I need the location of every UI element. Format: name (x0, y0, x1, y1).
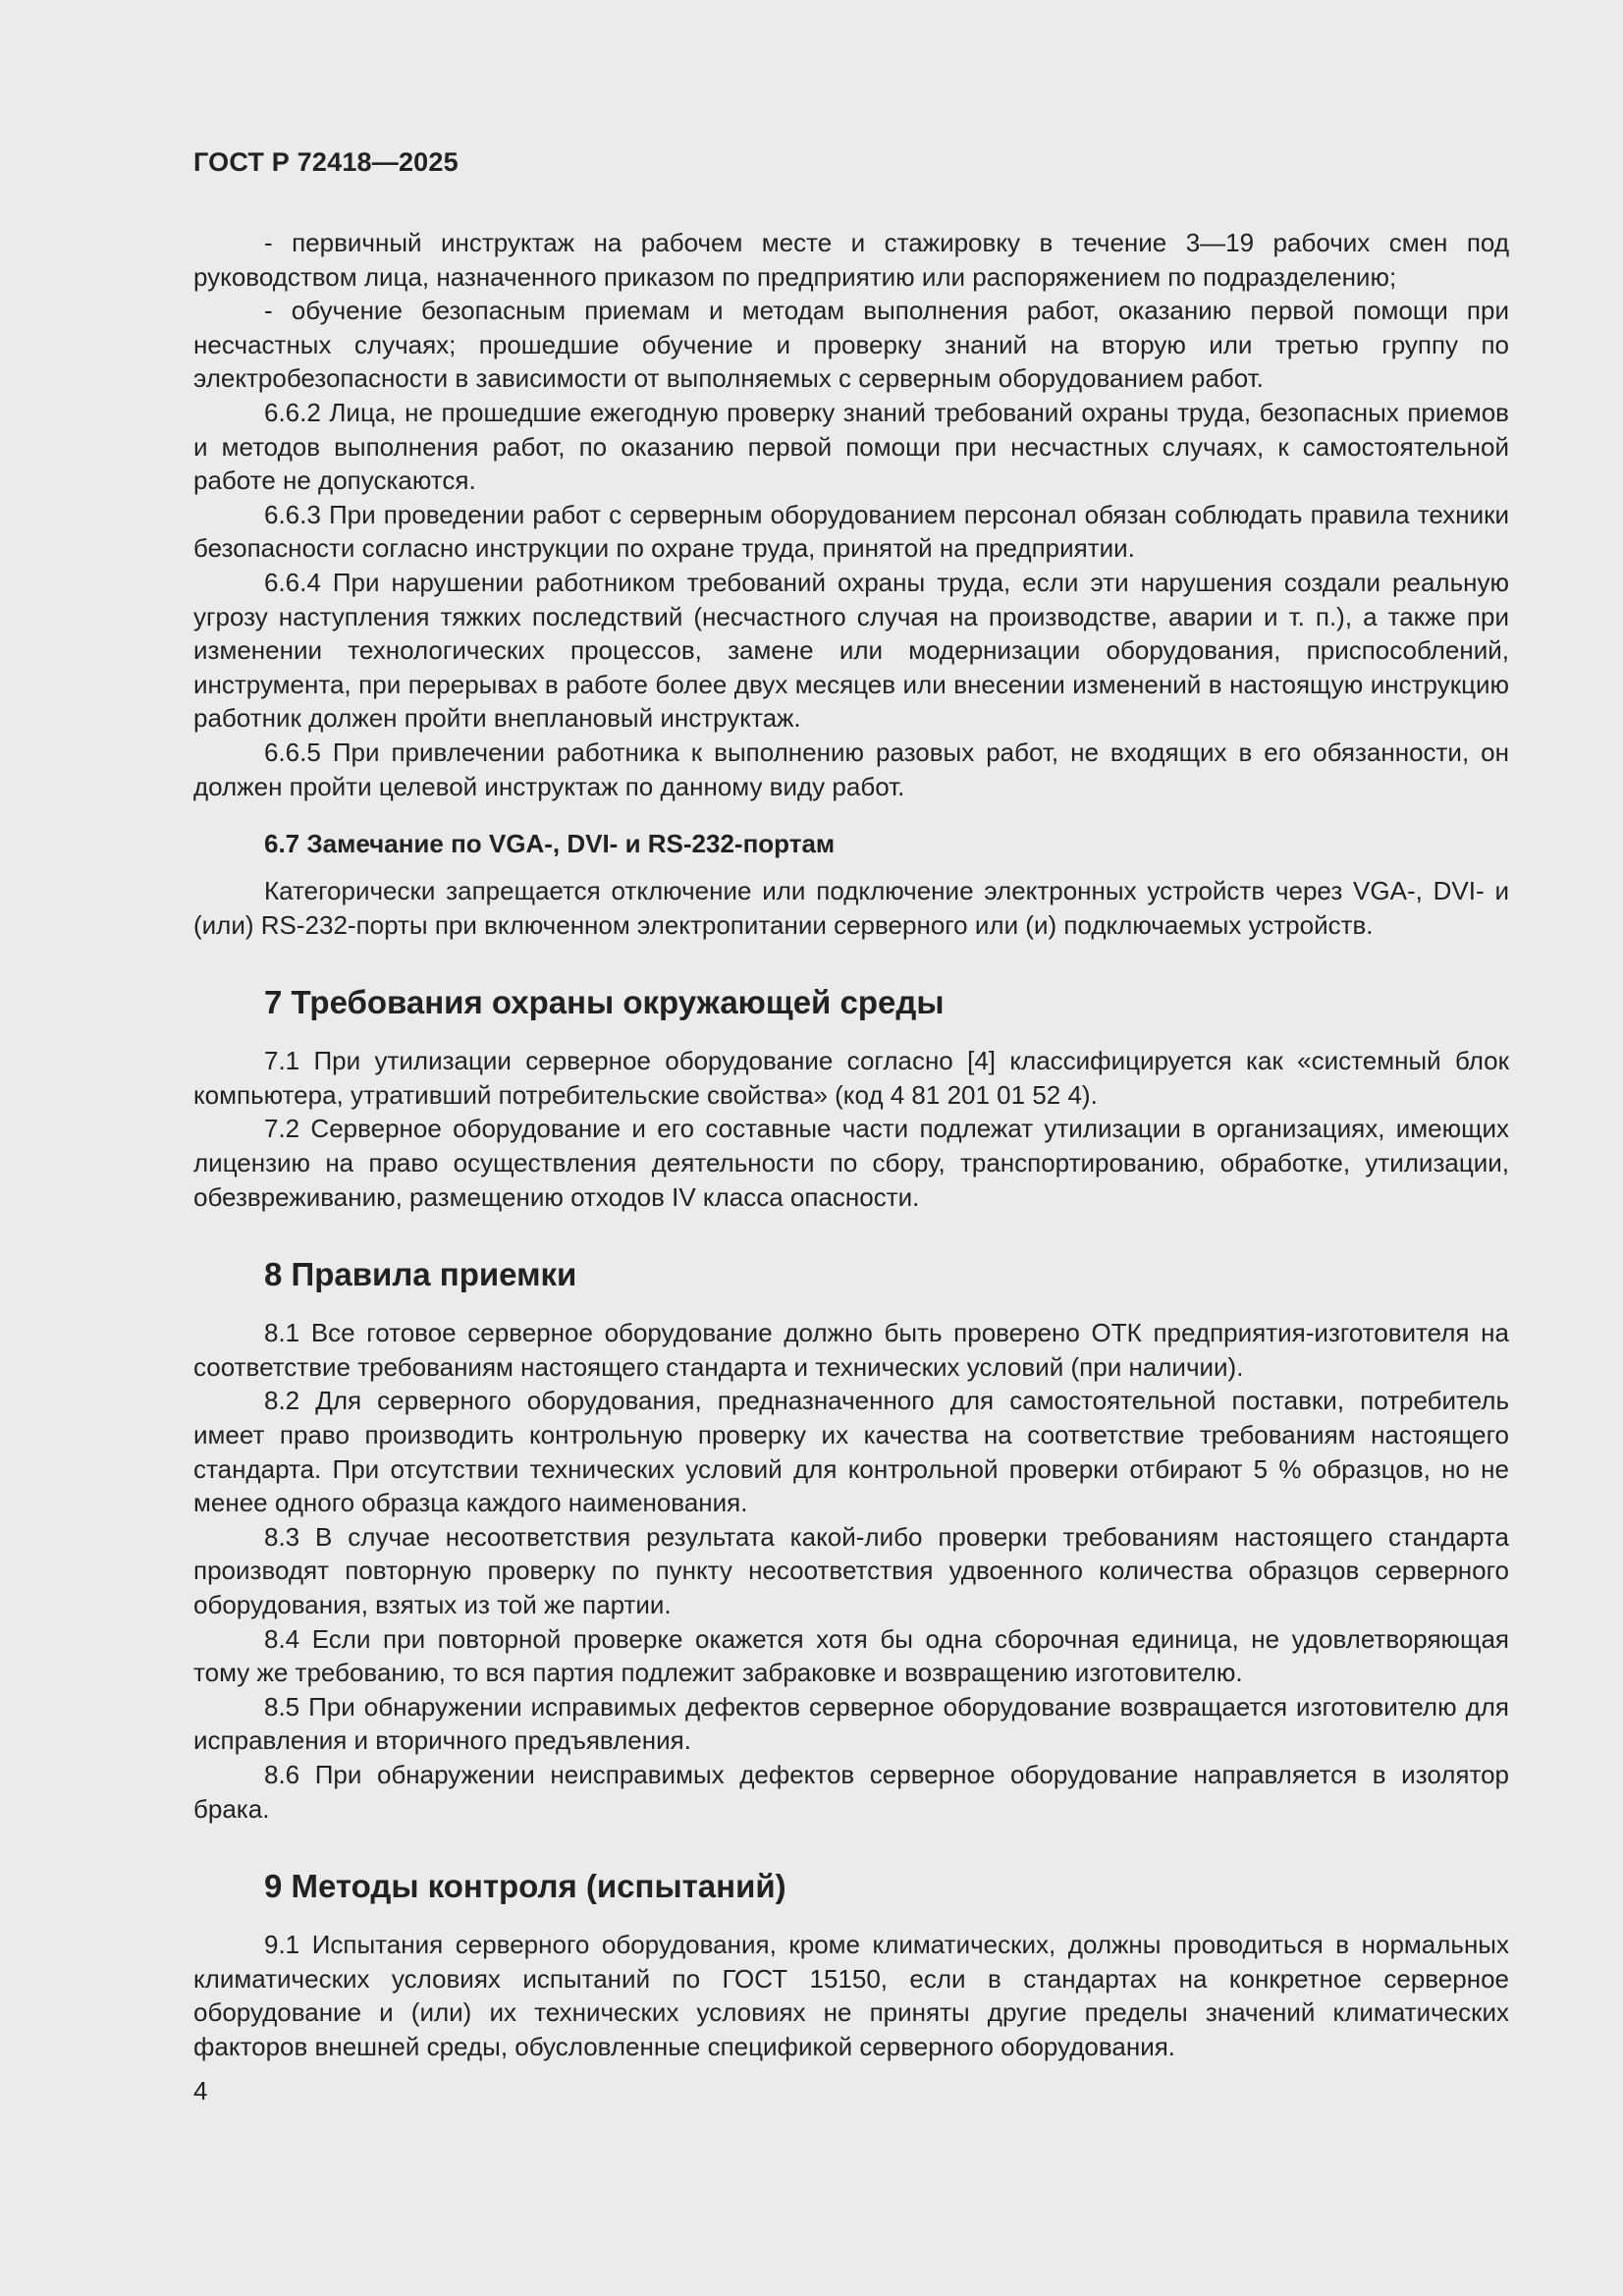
paragraph-6-6-3: 6.6.3 При проведении работ с серверным оборудованием персонал обязан соблюдать правила техники безопасности согласно инструкции по охране труда, принятой на предприятии. (193, 499, 1509, 564)
subsection-heading-6-7: 6.7 Замечание по VGA-, DVI- и RS-232-портам (264, 829, 836, 859)
section-heading-9: 9 Методы контроля (испытаний) (264, 1868, 786, 1905)
paragraph-8-1: 8.1 Все готовое серверное оборудование должно быть проверено ОТК предприятия-изготовителя на соответствие требованиям настоящего стандарта и технических условий (при наличии). (193, 1318, 1509, 1382)
paragraph-safety-training: - обучение безопасным приемам и методам выполнения работ, оказанию первой помощи при несчастных случаях; прошедшие обучение и проверку знаний на вторую или третью группу по электробезопасности в зависимости от выполняемых с серверным оборудованием работ. (193, 296, 1509, 394)
paragraph-8-2: 8.2 Для серверного оборудования, предназначенного для самостоятельной поставки, потребитель имеет право производить контрольную проверку их качества на соответствие требованиям настоящего стандарта. При отсутствии технических условий для контрольной проверки отбирают 5 % образцов, но не менее одного образца каждого наименования. (193, 1386, 1509, 1518)
paragraph-8-3: 8.3 В случае несоответствия результата какой-либо проверки требованиям настоящего стандарта производят повторную проверку по пункту несоответствия удвоенного количества образцов серверного оборудования, взятых из той же партии. (193, 1521, 1509, 1619)
paragraph-6-7: Категорически запрещается отключение или подключение электронных устройств через VGA-, DVI- и (или) RS-232-порты при включенном электропитании серверного или (и) подключаемых устройств. (193, 876, 1509, 940)
paragraph-6-6-2: 6.6.2 Лица, не прошедшие ежегодную проверку знаний требований охраны труда, безопасных приемов и методов выполнения работ, по оказанию первой помощи при несчастных случаях, к самостоятельной работе не допускаются. (193, 397, 1509, 496)
paragraph-7-1: 7.1 При утилизации серверное оборудование согласно [4] классифицируется как «системный блок компьютера, утративший потребительские свойства» (код 4 81 201 01 52 4). (193, 1046, 1509, 1110)
paragraph-9-1: 9.1 Испытания серверного оборудования, кроме климатических, должны проводиться в нормальных климатических условиях испытаний по ГОСТ 15150, если в стандартах на конкретное серверное оборудование и (или) их технических условиях не приняты другие пределы значений климатических факторов внешней среды, обусловленные спецификой серверного оборудования. (193, 1930, 1509, 2061)
paragraph-primary-briefing: - первичный инструктаж на рабочем месте и стажировку в течение 3—19 рабочих смен под руководством лица, назначенного приказом по предприятию или распоряжением по подразделению; (193, 228, 1509, 292)
page-number: 4 (193, 2076, 208, 2105)
paragraph-8-5: 8.5 При обнаружении исправимых дефектов серверное оборудование возвращается изготовителю для исправления и вторичного предъявления. (193, 1691, 1509, 1756)
section-heading-7: 7 Требования охраны окружающей среды (264, 984, 945, 1021)
paragraph-8-6: 8.6 При обнаружении неисправимых дефектов серверное оборудование направляется в изолятор брака. (193, 1759, 1509, 1824)
paragraph-6-6-4: 6.6.4 При нарушении работником требований охраны труда, если эти нарушения создали реальную угрозу наступления тяжких последствий (несчастного случая на производстве, аварии и т. п.), а также при изменении технологических процессов, замене или модернизации оборудования, приспособлений, инструмента, при перерывах в работе более двух месяцев или внесении изменений в настоящую инструкцию работник должен пройти внеплановый инструктаж. (193, 567, 1509, 734)
paragraph-8-4: 8.4 Если при повторной проверке окажется хотя бы одна сборочная единица, не удовлетворяющая тому же требованию, то вся партия подлежит забраковке и возвращению изготовителю. (193, 1623, 1509, 1688)
paragraph-6-6-5: 6.6.5 При привлечении работника к выполнению разовых работ, не входящих в его обязанности, он должен пройти целевой инструктаж по данному виду работ. (193, 737, 1509, 801)
document-header: ГОСТ Р 72418—2025 (193, 147, 459, 177)
paragraph-7-2: 7.2 Серверное оборудование и его составные части подлежат утилизации в организациях, имеющих лицензию на право осуществления деятельности по сбору, транспортированию, обработке, утилизации, обезвреживанию, размещению отходов IV класса опасности. (193, 1114, 1509, 1212)
document-body (193, 226, 1509, 2064)
section-heading-8: 8 Правила приемки (264, 1256, 577, 1293)
